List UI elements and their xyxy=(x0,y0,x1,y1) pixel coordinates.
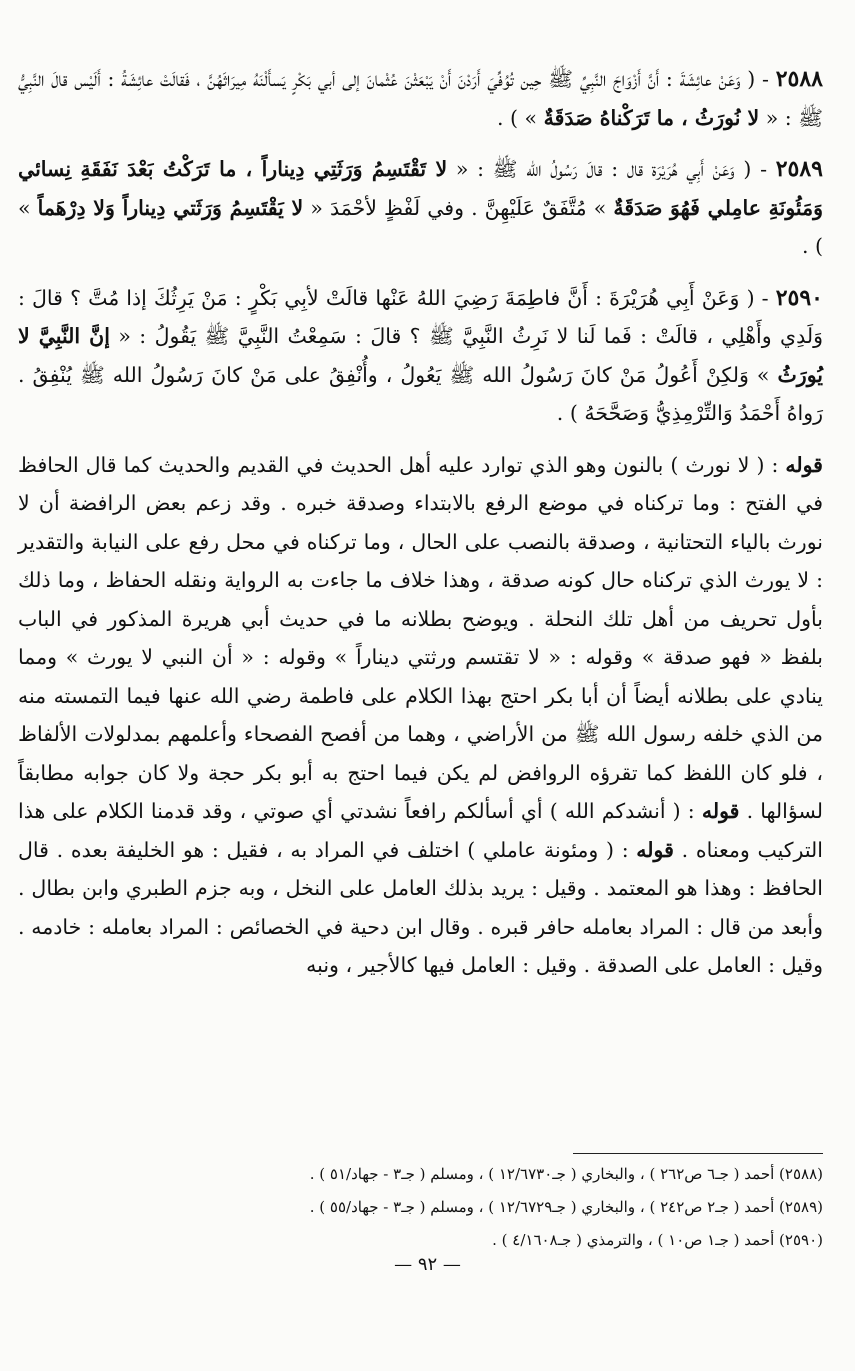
footnotes xyxy=(18,1158,823,1257)
commentary-text: : ( أنشدكم الله ) أي أسألكم رافعاً نشدتي أي صوتي ، وقد قدمنا الكلام على هذا التركيب ومعناه . xyxy=(18,799,823,862)
hadith-quote: إنَّ النَّبِيَّ لا يُورَثُ xyxy=(18,324,823,387)
hadith-text: » مُتَّفَقٌ عَلَيْهِنَّ . وفي لَفْظٍ لأحْمَدَ « xyxy=(303,195,614,220)
hadith-text: - ( وَعَنْ أَبِي هُرَيْرَةَ : أَنَّ فاطِمَةَ رَضِيَ اللهُ عَنْها قالَتْ لأبِي بَكْرٍ : مَنْ يَرِثُكَ إذا مُتَّ ؟ قالَ : وَلَدِي وأَهْلِي ، قالَتْ : فَما لَنا لا نَرِثُ النَّبِيَّ ﷺ ؟ قالَ : سَمِعْتُ النَّبِيَّ ﷺ يَقُولُ : « xyxy=(18,285,823,348)
commentary-lead: قوله xyxy=(636,837,674,862)
commentary-text: : ( لا نورث ) بالنون وهو الذي توارد عليه أهل الحديث في القديم والحديث كما قال الحافظ في الفتح : وما تركناه في موضع الرفع بالابتداء وصدقة خبره . وقد زعم بعض الرافضة أن لا نورث بالياء التحتانية ، وصدقة بالنصب على الحال ، وما تركناه في محل رفع على النيابة والتقدير : لا يورث الذي تركناه حال كونه صدقة ، وهذا خلاف ما جاءت به الرواية ونقله الحفاظ ، وما ذلك بأول تحريف من أهل تلك النحلة . ويوضح بطلانه ما في حديث أبي هريرة المذكور في الباب بلفظ « فهو صدقة » وقوله : « لا تقتسم ورثتي ديناراً » وقوله : « أن النبي لا يورث » ومما ينادي على بطلانه أيضاً أن أبا بكر احتج بهذا الكلام على فاطمة رضي الله عنها فيما التمسته منه من الذي خلفه رسول الله ﷺ من الأراضي ، وهما من أفصح الفصحاء وأعلمهم بمدلولات الألفاظ ، فلو كان اللفظ كما تقرؤه الروافض لم يكن فيما احتج به أبو بكر حجة ولا كان جوابه مطابقاً لسؤالها . xyxy=(18,452,823,823)
main-text xyxy=(18,60,823,985)
hadith-quote: لا تَقْتَسِمُ وَرَثَتِي دِيناراً ، ما تَرَكْتُ بَعْدَ نَفَقَةِ نِسائي وَمَئُونَةِ عامِلي فَهُوَ صَدَقَةٌ xyxy=(18,157,823,220)
commentary-text: : ( ومئونة عاملي ) اختلف في المراد به ، فقيل : هو الخليفة بعده . قال الحافظ : وهذا هو المعتمد . وقيل : يريد بذلك العامل على النخل ، وبه جزم الطبري وابن بطال . وأبعد من قال : المراد بعامله حافر قبره . وقال ابن دحية في الخصائص : المراد بعامله : خادمه . وقيل : العامل على الصدقة . وقيل : العامل فيها كالأجير ، ونبه xyxy=(18,837,823,977)
hadith-text: » ) . xyxy=(18,195,823,258)
commentary-lead: قوله xyxy=(701,799,740,823)
hadith-2588 xyxy=(18,60,823,137)
footnote-2588: (٢٥٨٨) أحمد ( جـ٦ ص٢٦٢ ) ، والبخاري ( جـ١٢/٦٧٣٠ ) ، ومسلم ( جـ٣ - جهاد/٥١ ) . xyxy=(309,1165,823,1183)
hadith-number: ٢٥٩٠ xyxy=(775,284,823,311)
hadith-text: - ( وَعَنْ عائِشَةَ : أَنَّ أَزْوَاجَ النَّبِيِّ ﷺ حِين تُوُفِّيَ أَرَدْنَ أَنْ يَبْعَثْنَ عُثْمانَ إلى أبي بَكْرٍ يَسأَلْنَهُ مِيرَاثَهُنَّ ، فَقالَتْ عائِشَةُ : أَلَيْس قالَ النَّبِيُّ ﷺ : « xyxy=(18,67,823,130)
commentary-lead: قوله xyxy=(785,452,823,477)
hadith-number: ٢٥٨٩ xyxy=(775,156,823,182)
hadith-text: - ( وَعَنْ أَبِي هُرَيْرَة قال : قالَ رَسُولُ الله ﷺ : « xyxy=(447,157,776,181)
hadith-quote: لا نُورَثُ ، ما تَرَكْناهُ صَدَقَةٌ xyxy=(543,105,760,130)
page-number: — ٩٢ — xyxy=(394,1254,461,1275)
hadith-text: » وَلكِنْ أَعُولُ مَنْ كانَ رَسُولُ الله ﷺ يَعُولُ ، وأُنْفِقُ على مَنْ كانَ رَسُولُ الله ﷺ يُنْفِقُ . رَواهُ أَحْمَدُ وَالتِّرْمِذِيُّ وَصَحَّحَهُ ) . xyxy=(18,362,823,425)
hadith-2589 xyxy=(18,150,823,266)
footnote-divider xyxy=(573,1153,823,1154)
commentary xyxy=(18,446,823,985)
footnote-2590: (٢٥٩٠) أحمد ( جـ١ ص١٠ ) ، والترمذي ( جـ٤/١٦٠٨ ) . xyxy=(492,1231,823,1249)
hadith-number: ٢٥٨٨ xyxy=(775,66,823,92)
hadith-2590 xyxy=(18,279,823,433)
footnote-2589: (٢٥٨٩) أحمد ( جـ٢ ص٢٤٢ ) ، والبخاري ( جـ١٢/٦٧٢٩ ) ، ومسلم ( جـ٣ - جهاد/٥٥ ) . xyxy=(309,1198,823,1216)
hadith-quote: لا يَقْتَسِمُ وَرَثَتي دِيناراً وَلا دِرْهَماً xyxy=(37,195,304,220)
hadith-text: » ) . xyxy=(497,105,544,130)
